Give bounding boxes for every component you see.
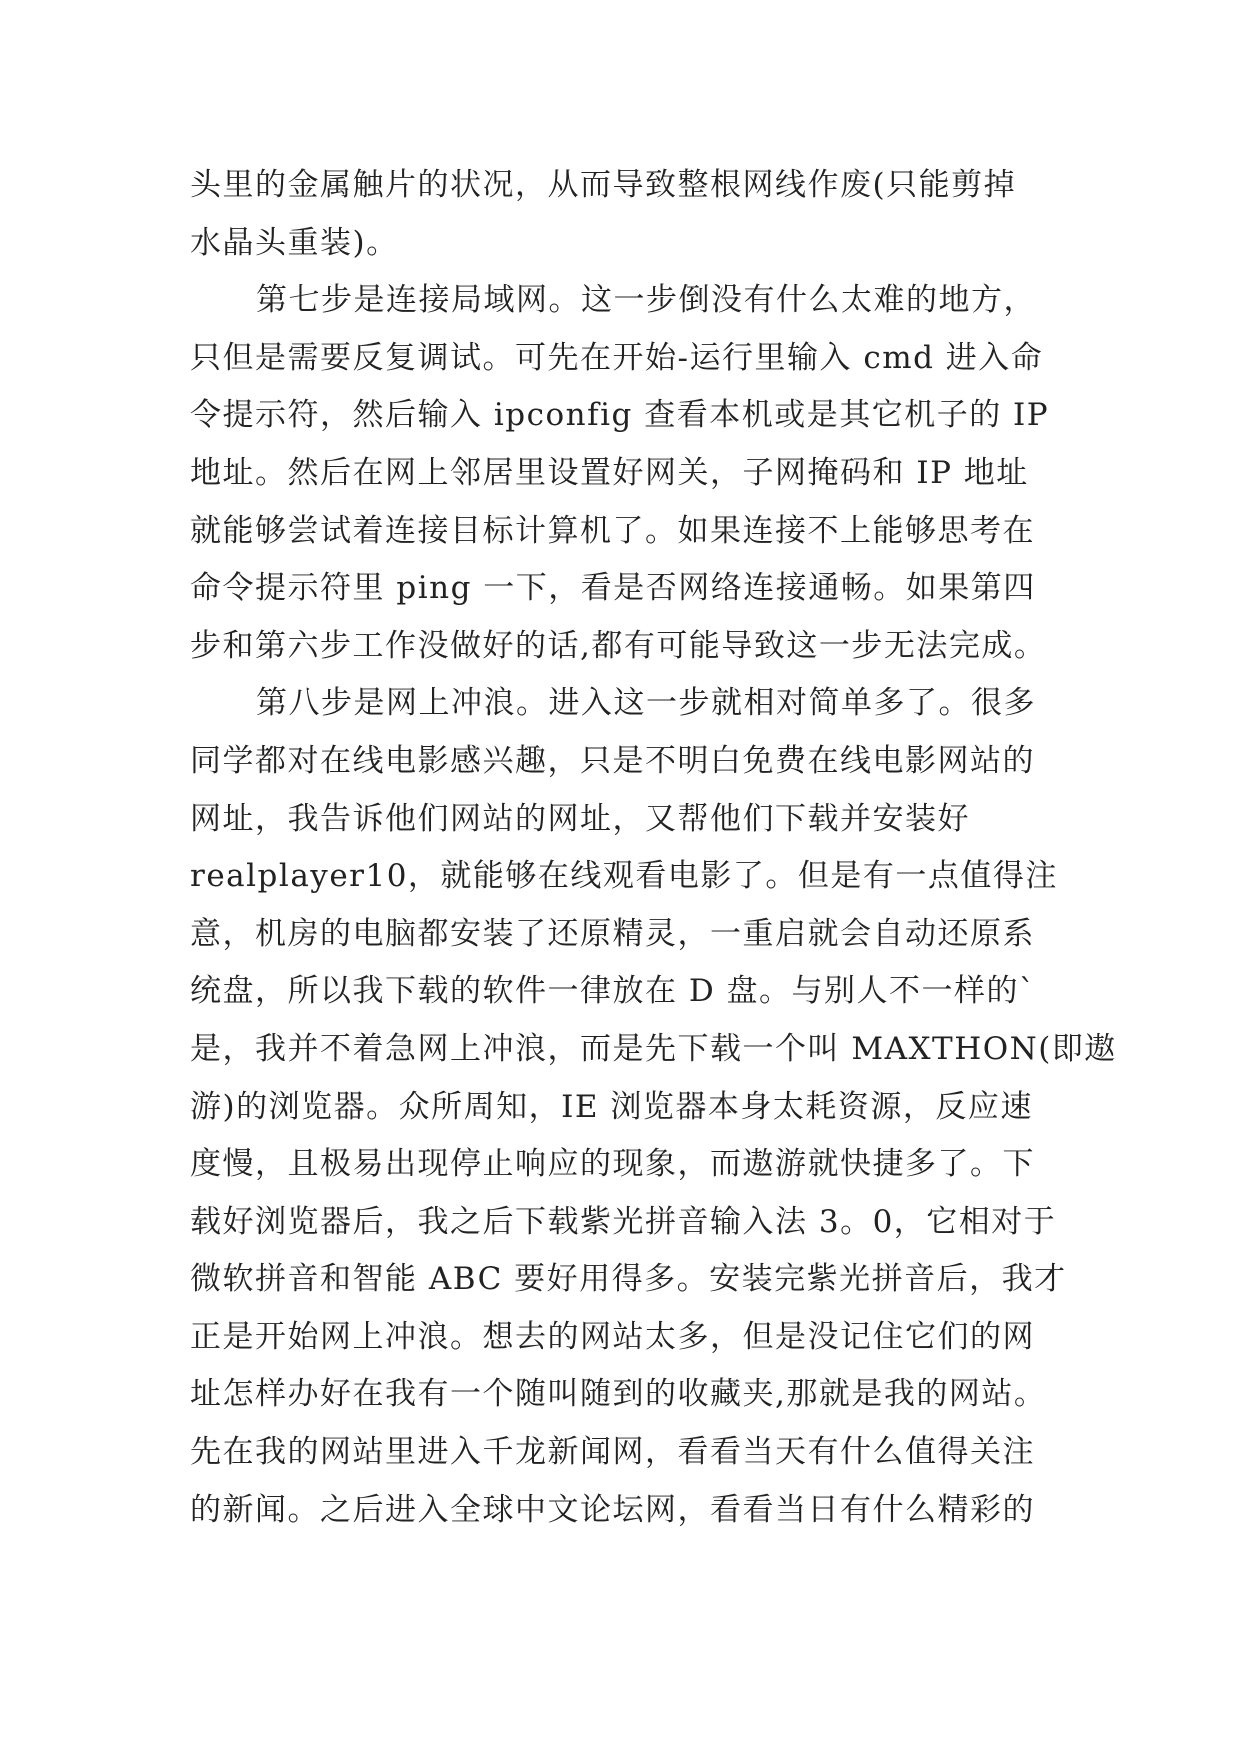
body-text — [190, 157, 1117, 1539]
text-line: 令提示符，然后输入 ipconfig 查看本机或是其它机子的 IP — [190, 397, 1050, 434]
text-line: 同学都对在线电影感兴趣，只是不明白免费在线电影网站的 — [190, 742, 1035, 779]
text-line: 是，我并不着急网上冲浪，而是先下载一个叫 MAXTHON(即遨 — [190, 1030, 1117, 1067]
text-line: 水晶头重装)。 — [190, 224, 399, 261]
text-line: 头里的金属触片的状况，从而导致整根网线作废(只能剪掉 — [190, 167, 1017, 203]
paragraph-step-seven-start: 第七步是连接局域网。这一步倒没有什么太难的地方， — [256, 282, 1036, 319]
text-line: 命令提示符里 ping 一下，看是否网络连接通畅。如果第四 — [190, 570, 1036, 607]
text-line: 地址。然后在网上邻居里设置好网关，子网掩码和 IP 地址 — [190, 454, 1029, 491]
text-line: realplayer10，就能够在线观看电影了。但是有一点值得注 — [190, 858, 1058, 895]
text-line: 意，机房的电脑都安装了还原精灵，一重启就会自动还原系 — [190, 915, 1035, 952]
text-line: 只但是需要反复调试。可先在开始-运行里输入 cmd 进入命 — [190, 339, 1044, 376]
text-line: 步和第六步工作没做好的话,都有可能导致这一步无法完成。 — [190, 627, 1047, 664]
text-line: 统盘，所以我下载的软件一律放在 D 盘。与别人不一样的` — [190, 973, 1037, 1010]
text-line: 的新闻。之后进入全球中文论坛网，看看当日有什么精彩的 — [190, 1491, 1035, 1528]
text-line: 载好浏览器后，我之后下载紫光拼音输入法 3。0，它相对于 — [190, 1203, 1057, 1240]
text-line: 就能够尝试着连接目标计算机了。如果连接不上能够思考在 — [190, 512, 1035, 549]
text-line: 网址，我告诉他们网站的网址，又帮他们下载并安装好 — [190, 800, 970, 837]
text-line: 正是开始网上冲浪。想去的网站太多，但是没记住它们的网 — [190, 1318, 1035, 1355]
text-line: 微软拼音和智能 ABC 要好用得多。安装完紫光拼音后，我才 — [190, 1261, 1067, 1298]
text-line: 度慢，且极易出现停止响应的现象，而遨游就快捷多了。下 — [190, 1146, 1035, 1183]
paragraph-step-eight-start: 第八步是网上冲浪。进入这一步就相对简单多了。很多 — [256, 685, 1036, 722]
text-line: 址怎样办好在我有一个随叫随到的收藏夹,那就是我的网站。 — [190, 1376, 1047, 1413]
text-line: 游)的浏览器。众所周知，IE 浏览器本身太耗资源，反应速 — [190, 1088, 1033, 1125]
text-line: 先在我的网站里进入千龙新闻网，看看当天有什么值得关注 — [190, 1434, 1035, 1471]
